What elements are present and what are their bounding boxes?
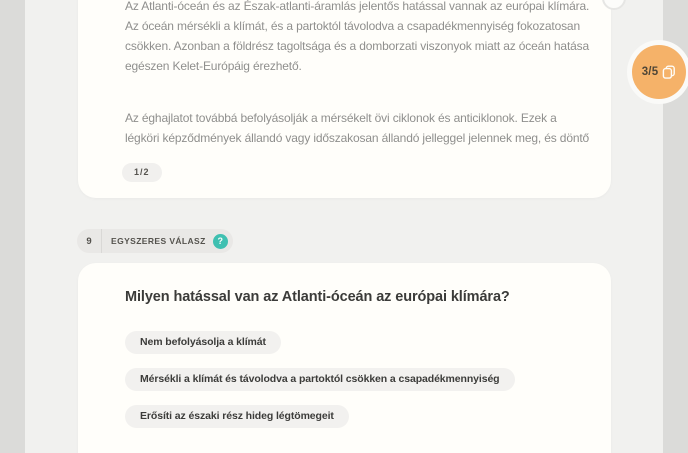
progress-count: 3/5 xyxy=(641,66,659,78)
answer-list xyxy=(125,331,515,428)
passage-line: egészen Kelet-Európáig érezhető. xyxy=(125,59,302,73)
answer-option-3[interactable]: Erősíti az északi rész hideg légtömegeit xyxy=(125,405,349,428)
progress-badge-button[interactable] xyxy=(632,45,686,99)
question-type-label: EGYSZERES VÁLASZ xyxy=(111,236,206,246)
answer-option-2[interactable]: Mérsékli a klímát és távolodva a partoktól csökken a csapadékmennyiség xyxy=(125,368,515,391)
question-title: Milyen hatással van az Atlanti-óceán az európai klímára? xyxy=(125,289,510,305)
pages-icon xyxy=(662,65,676,79)
passage-paragraph-1 xyxy=(125,0,593,76)
question-card xyxy=(78,263,611,453)
answer-option-1[interactable]: Nem befolyásolja a klímát xyxy=(125,331,281,354)
progress-badge-ring xyxy=(627,40,688,104)
passage-card xyxy=(78,0,611,198)
passage-line: Az óceán mérsékli a klímát, és a partoktól távolodva a csapadékmennyiség fokozatosan xyxy=(125,19,580,33)
passage-pagination-indicator: 1/2 xyxy=(122,163,162,182)
question-tag xyxy=(77,229,233,253)
passage-text xyxy=(125,0,593,148)
passage-line: csökken. Azonban a földrész tagoltsága és a domborzati viszonyok miatt az óceán hatása xyxy=(125,39,590,53)
passage-line: Az Atlanti-óceán és az Észak-atlanti-áramlás jelentős hatással vannak az európai klímára. xyxy=(125,0,590,13)
passage-line: Az éghajlatot továbbá befolyásolják a mérsékelt övi ciklonok és anticiklonok. Ezek a xyxy=(125,111,557,125)
help-icon[interactable]: ? xyxy=(213,234,228,249)
passage-line: légköri képződmények állandó vagy időszakosan állandó jelleggel jelennek meg, és döntő xyxy=(125,131,590,145)
question-number: 9 xyxy=(86,235,92,247)
passage-paragraph-2 xyxy=(125,108,593,148)
content-column xyxy=(25,0,663,453)
